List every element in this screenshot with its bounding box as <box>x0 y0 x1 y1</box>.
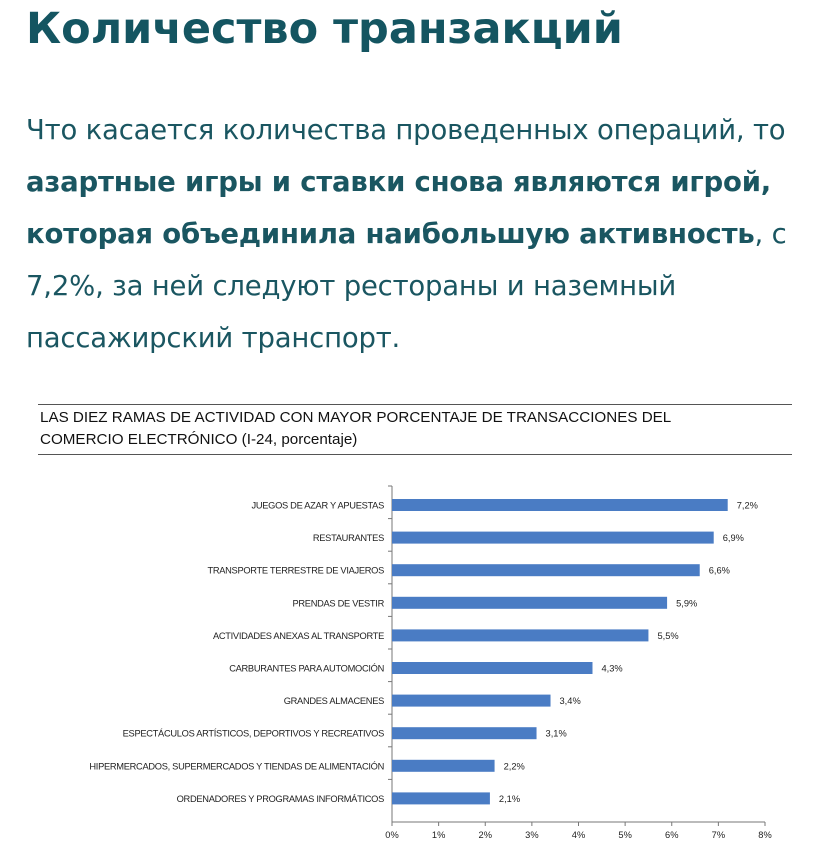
data-label: 6,6% <box>708 565 730 576</box>
bar <box>392 532 714 544</box>
bar-chart <box>38 464 794 844</box>
category-label: HIPERMERCADOS, SUPERMERCADOS Y TIENDAS DE ALIMENTACIÓN <box>89 761 384 772</box>
data-label: 2,2% <box>503 761 525 772</box>
x-tick-label: 7% <box>711 830 726 840</box>
intro-text-bold: азартные игры и ставки снова являются игрой, которая объединила наибольшую активность <box>26 166 772 250</box>
intro-text-start: Что касается количества проведенных операций, то <box>26 114 786 146</box>
data-label: 3,1% <box>545 728 567 739</box>
category-label: JUEGOS DE AZAR Y APUESTAS <box>251 500 384 511</box>
data-label: 3,4% <box>559 696 581 707</box>
category-label: ESPECTÁCULOS ARTÍSTICOS, DEPORTIVOS Y RECREATIVOS <box>122 728 384 739</box>
x-tick-label: 5% <box>618 830 632 840</box>
data-label: 2,1% <box>498 793 521 804</box>
x-tick-label: 8% <box>758 830 772 840</box>
bar <box>392 792 490 804</box>
data-label: 5,5% <box>657 630 679 641</box>
category-label: RESTAURANTES <box>312 533 384 544</box>
category-label: CARBURANTES PARA AUTOMOCIÓN <box>229 663 384 674</box>
bar <box>392 760 495 772</box>
data-label: 7,2% <box>736 500 758 511</box>
bar <box>392 597 667 609</box>
x-tick-label: 2% <box>478 830 492 840</box>
x-tick-label: 6% <box>665 830 679 840</box>
bar <box>392 727 537 739</box>
chart-title <box>38 404 792 455</box>
bar <box>392 499 728 511</box>
page-title: Количество транзакций <box>26 4 623 54</box>
category-label: PRENDAS DE VESTIR <box>292 598 384 609</box>
bar <box>392 629 648 641</box>
bar <box>392 564 700 576</box>
category-label: ORDENADORES Y PROGRAMAS INFORMÁTICOS <box>176 793 384 804</box>
intro-paragraph <box>26 104 816 364</box>
x-tick-label: 3% <box>525 830 539 840</box>
chart-title-line-2: COMERCIO ELECTRÓNICO (I-24, porcentaje) <box>40 431 358 448</box>
x-tick-label: 0% <box>385 830 399 840</box>
data-label: 5,9% <box>676 598 698 609</box>
x-tick-label: 4% <box>571 830 586 840</box>
chart-figure <box>38 404 794 850</box>
category-label: TRANSPORTE TERRESTRE DE VIAJEROS <box>207 565 384 576</box>
x-tick-label: 1% <box>431 830 446 840</box>
data-label: 6,9% <box>722 533 744 544</box>
bar <box>392 695 551 707</box>
data-label: 4,3% <box>601 663 623 674</box>
intro-text-end: , с 7,2%, за ней следуют рестораны и наземный пассажирский транспорт. <box>26 218 787 354</box>
chart-title-line-1: LAS DIEZ RAMAS DE ACTIVIDAD CON MAYOR PORCENTAJE DE TRANSACCIONES DEL <box>40 409 672 426</box>
category-label: ACTIVIDADES ANEXAS AL TRANSPORTE <box>212 630 384 641</box>
category-label: GRANDES ALMACENES <box>283 696 384 707</box>
bar <box>392 662 592 674</box>
